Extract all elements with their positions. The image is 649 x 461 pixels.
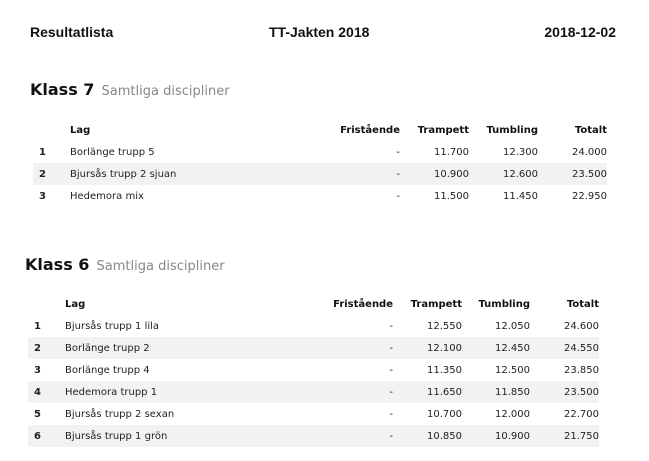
fristaende-cell: -	[263, 381, 393, 403]
trampett-cell: 11.500	[434, 190, 469, 202]
fristaende-cell: -	[389, 364, 393, 376]
tumbling-cell: 12.500	[495, 364, 530, 376]
trampett-cell: 11.700	[434, 146, 469, 158]
trampett-cell: 10.850	[393, 425, 462, 447]
col-totalt: Totalt	[574, 125, 607, 136]
fristaende-cell: -	[389, 408, 393, 420]
team-cell: Bjursås trupp 2 sexan	[65, 408, 175, 420]
totalt-cell: 23.850	[564, 364, 599, 376]
class-subtitle: Samtliga discipliner	[101, 84, 230, 99]
class-name: Klass 6	[25, 255, 90, 274]
tumbling-cell: 12.050	[495, 320, 530, 332]
page-header	[30, 24, 616, 42]
col-rank	[28, 294, 65, 315]
team-cell: Bjursås trupp 1 lila	[65, 320, 160, 332]
trampett-cell: 10.900	[400, 163, 469, 185]
class-title	[25, 255, 225, 274]
table-row	[33, 141, 607, 163]
table-row	[28, 403, 599, 425]
col-tumbling: Tumbling	[478, 299, 530, 310]
col-totalt: Totalt	[566, 299, 599, 310]
rank-cell: 5	[34, 408, 41, 420]
totalt-cell: 23.500	[530, 381, 599, 403]
totalt-cell: 24.600	[564, 320, 599, 332]
results-table	[28, 294, 599, 447]
col-rank	[33, 120, 70, 141]
rank-cell: 1	[34, 320, 41, 332]
class-name: Klass 7	[30, 80, 95, 99]
tumbling-cell: 12.000	[495, 408, 530, 420]
team-cell: Borlänge trupp 4	[65, 364, 150, 376]
team-cell: Bjursås trupp 2 sjuan	[70, 163, 268, 185]
col-trampett: Trampett	[417, 125, 469, 136]
col-lag: Lag	[65, 299, 86, 310]
rank-cell: 6	[28, 425, 65, 447]
rank-cell: 1	[39, 146, 46, 158]
col-fristaende: Fristående	[333, 299, 393, 310]
tumbling-cell: 12.600	[469, 163, 538, 185]
team-cell: Borlänge trupp 5	[70, 146, 155, 158]
col-lag: Lag	[70, 125, 91, 136]
fristaende-cell: -	[263, 337, 393, 359]
table-row	[28, 337, 599, 359]
table-header-row	[33, 120, 607, 141]
table-row	[28, 359, 599, 381]
event-name: TT-Jakten 2018	[269, 24, 370, 40]
totalt-cell: 21.750	[530, 425, 599, 447]
col-fristaende: Fristående	[340, 125, 400, 136]
tumbling-cell: 12.450	[462, 337, 530, 359]
trampett-cell: 10.700	[427, 408, 462, 420]
tumbling-cell: 11.850	[462, 381, 530, 403]
team-cell: Borlänge trupp 2	[65, 337, 263, 359]
table-row	[33, 185, 607, 207]
trampett-cell: 11.350	[427, 364, 462, 376]
team-cell: Hedemora trupp 1	[65, 381, 263, 403]
col-tumbling: Tumbling	[486, 125, 538, 136]
trampett-cell: 12.100	[393, 337, 462, 359]
tumbling-cell: 12.300	[503, 146, 538, 158]
class-subtitle: Samtliga discipliner	[96, 259, 225, 274]
fristaende-cell: -	[396, 190, 400, 202]
results-table	[33, 120, 607, 207]
page-title: Resultatlista	[30, 24, 114, 40]
fristaende-cell: -	[389, 320, 393, 332]
totalt-cell: 22.700	[564, 408, 599, 420]
totalt-cell: 24.550	[530, 337, 599, 359]
table-row	[28, 381, 599, 403]
trampett-cell: 11.650	[393, 381, 462, 403]
event-date: 2018-12-02	[544, 24, 616, 40]
fristaende-cell: -	[268, 163, 400, 185]
tumbling-cell: 11.450	[503, 190, 538, 202]
table-row	[28, 315, 599, 337]
fristaende-cell: -	[396, 146, 400, 158]
totalt-cell: 22.950	[572, 190, 607, 202]
class-title	[30, 80, 230, 99]
rank-cell: 2	[33, 163, 70, 185]
rank-cell: 4	[28, 381, 65, 403]
tumbling-cell: 10.900	[462, 425, 530, 447]
rank-cell: 3	[39, 190, 46, 202]
table-row	[33, 163, 607, 185]
rank-cell: 2	[28, 337, 65, 359]
col-trampett: Trampett	[410, 299, 462, 310]
table-header-row	[28, 294, 599, 315]
team-cell: Hedemora mix	[70, 190, 144, 202]
table-row	[28, 425, 599, 447]
rank-cell: 3	[34, 364, 41, 376]
totalt-cell: 23.500	[538, 163, 607, 185]
team-cell: Bjursås trupp 1 grön	[65, 425, 263, 447]
fristaende-cell: -	[263, 425, 393, 447]
trampett-cell: 12.550	[427, 320, 462, 332]
totalt-cell: 24.000	[572, 146, 607, 158]
